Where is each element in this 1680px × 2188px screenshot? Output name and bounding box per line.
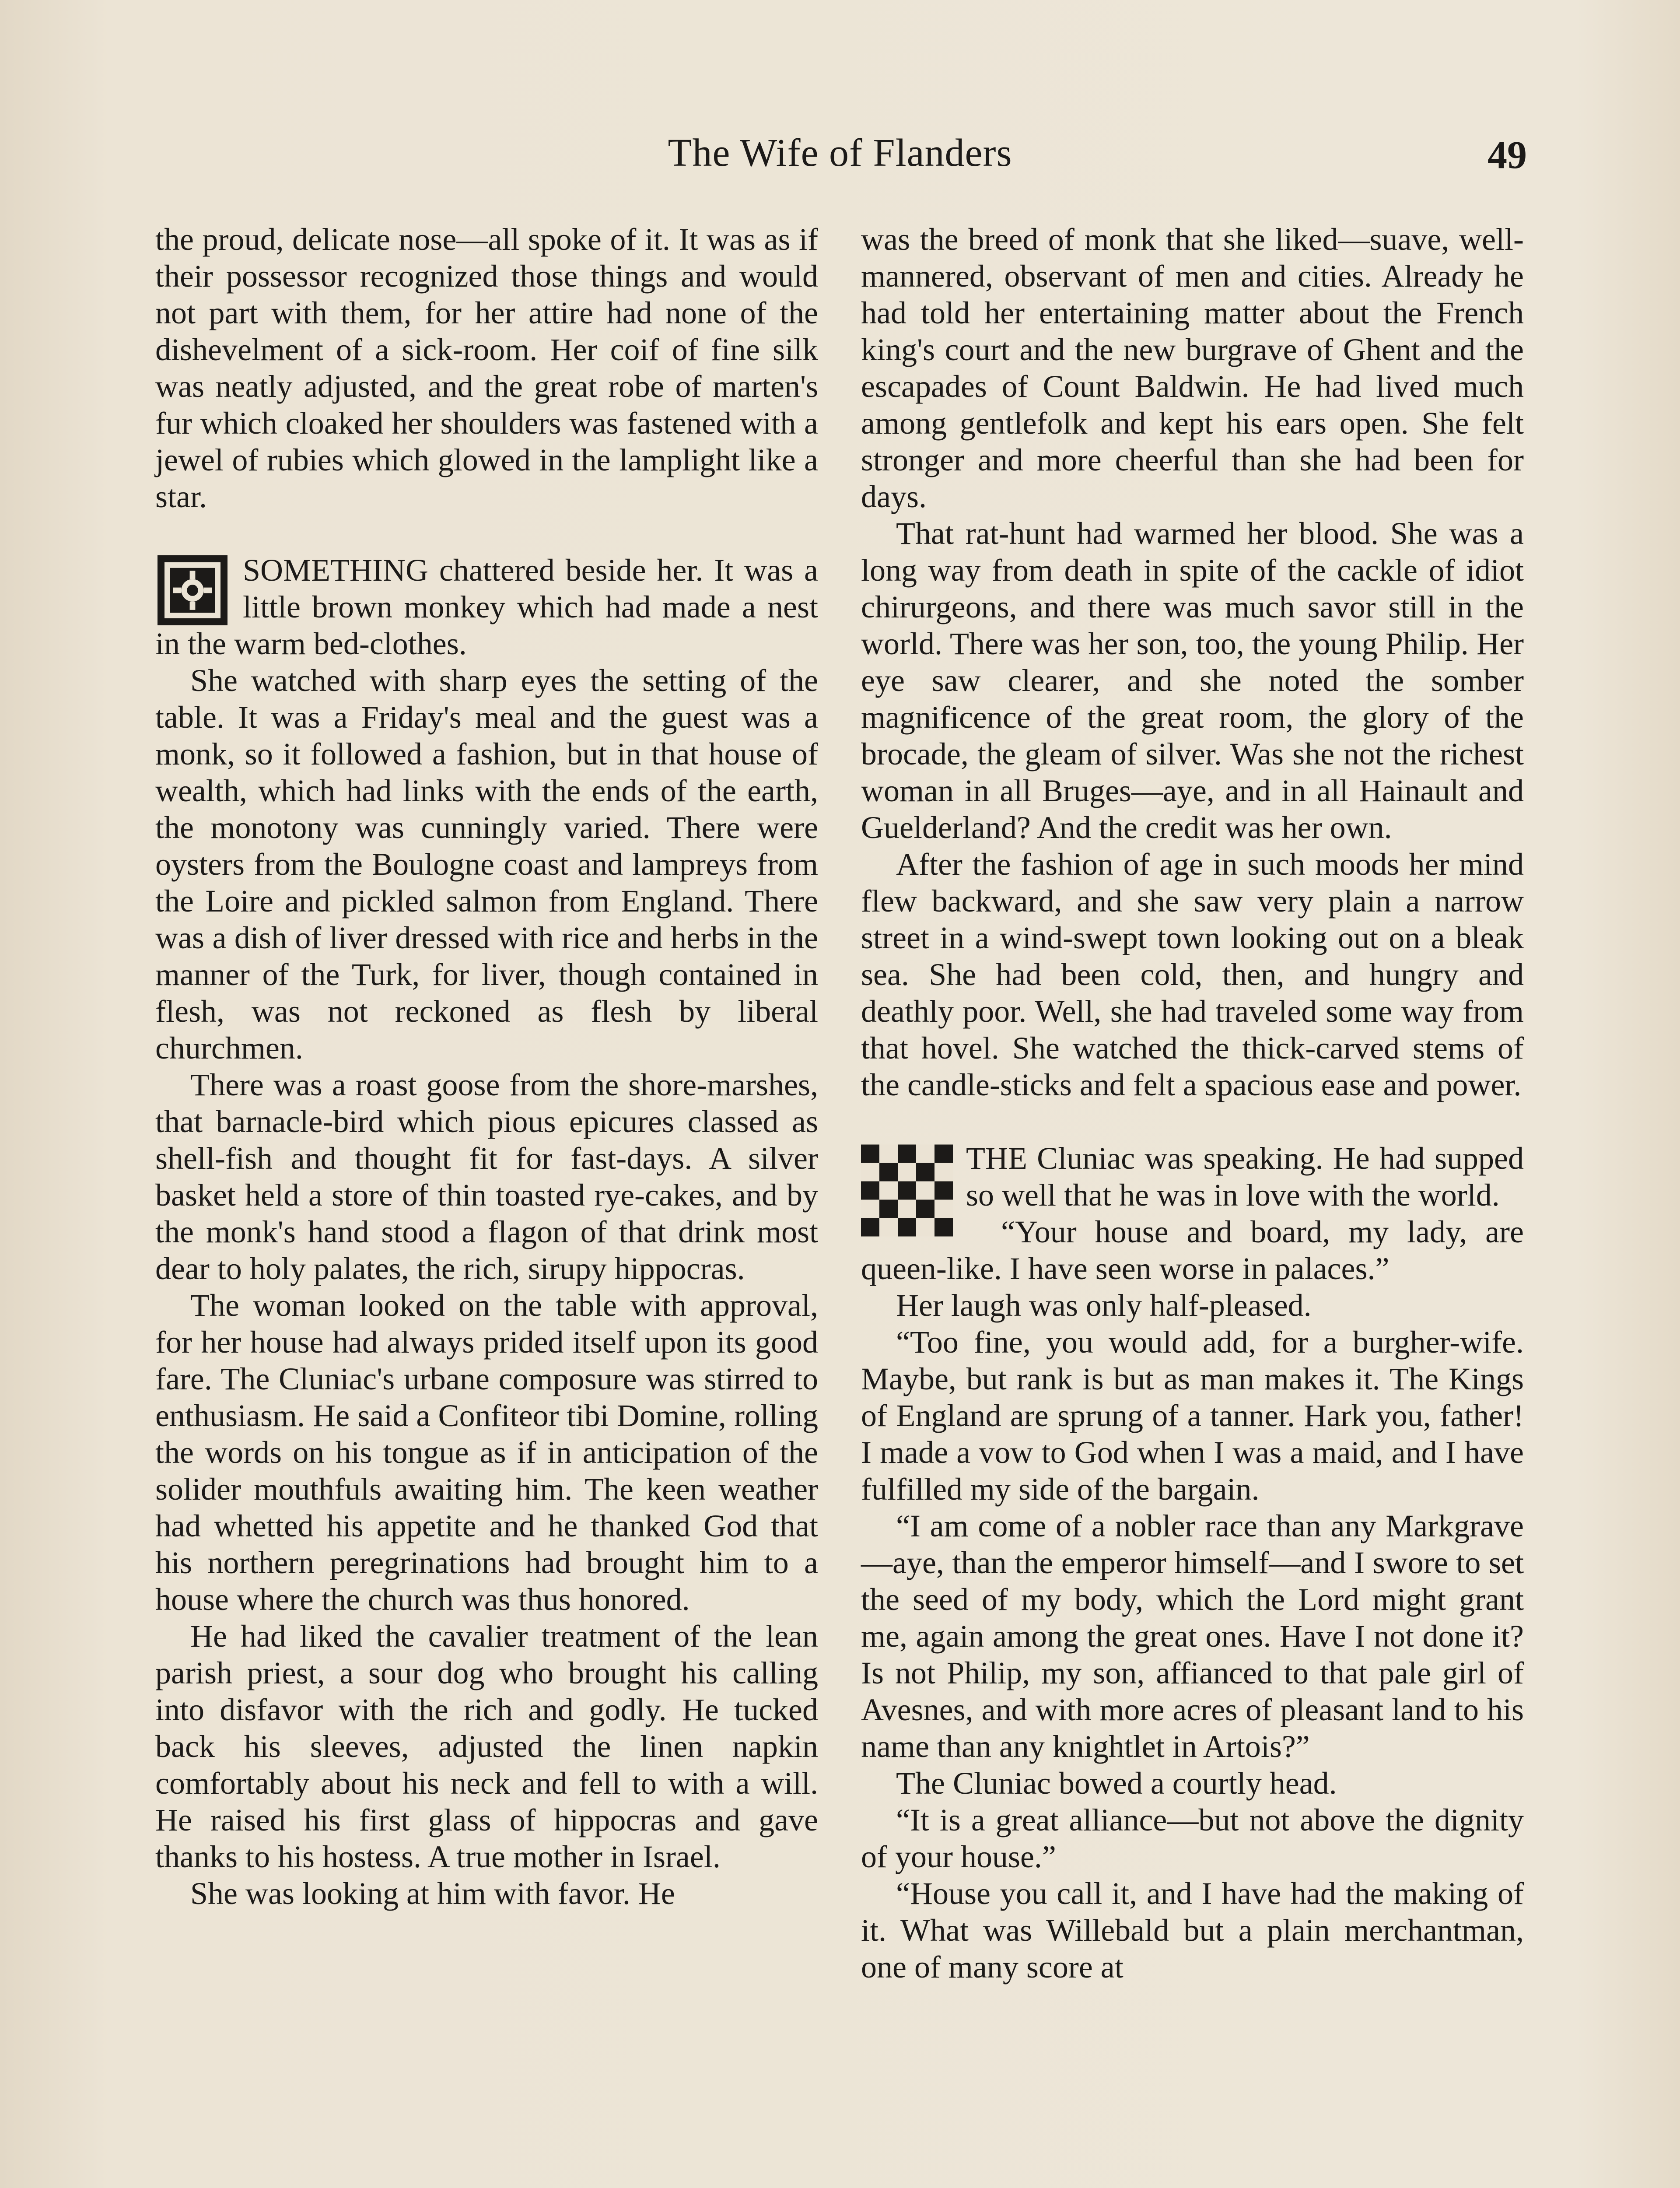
paragraph: She was looking at him with favor. He <box>190 1876 675 1911</box>
ornamental-dropcap-icon <box>155 555 230 625</box>
left-column <box>155 221 818 1912</box>
paragraph: “I am come of a nobler race than any Markgrave—aye, than the emperor himself—and I swore to set the seed of my body, which the Lord might grant me, again among the great ones. Have I not done it? Is not Philip, my son, affianced to that pale girl of Avesnes, and with more acres of pleasant land to his name than any knightlet in Artois?” <box>861 1508 1524 1764</box>
paragraph: the proud, delicate nose—all spoke of it. It was as if their possessor recognized those things and would not part with them, for her attire had none of the dishevelment of a sick-room. Her coif of fine silk was neatly adjusted, and the great robe of marten's fur which cloaked her shoulders was fastened with a jewel of rubies which glowed in the lamplight like a star. <box>155 222 818 514</box>
section-opening-paragraph <box>861 1140 1524 1213</box>
paragraph: “Too fine, you would add, for a burgher-wife. Maybe, but rank is but as man makes it. The Kings of England are sprung of a tanner. Hark you, father! I made a vow to God when I was a maid, and I have fulfilled my side of the bargain. <box>861 1325 1524 1507</box>
paragraph: Her laugh was only half-pleased. <box>896 1288 1312 1323</box>
paragraph: “It is a great alliance—but not above the dignity of your house.” <box>861 1802 1524 1874</box>
checkered-dropcap-icon <box>861 1143 953 1238</box>
paragraph: She watched with sharp eyes the setting of the table. It was a Friday's meal and the guest was a monk, so it followed a fashion, but in that house of wealth, which had links with the ends of the earth, the monotony was cunningly varied. There were oysters from the Boulogne coast and lampreys from the Loire and pickled salmon from England. There was a dish of liver dressed with rice and herbs in the manner of the Turk, for liver, though contained in flesh, was not reckoned as flesh by liberal churchmen. <box>155 663 818 1066</box>
paragraph: After the fashion of age in such moods her mind flew backward, and she saw very plain a narrow street in a wind-swept town looking out on a bleak sea. She had been cold, then, and hungry and deathly poor. Well, she had traveled some way from that hovel. She watched the thick-carved stems of the candle-sticks and felt a spacious ease and power. <box>861 847 1524 1102</box>
section-opening-paragraph <box>155 552 818 662</box>
paragraph-text: THE Cluniac was speaking. He had supped so well that he was in love with the world. <box>966 1141 1524 1213</box>
paragraph: was the breed of monk that she liked—suave, well-mannered, observant of men and cities. Already he had told her entertaining matter about the French king's court and the new burgrave of Ghent and the escapades of Count Baldwin. He had lived much among gentlefolk and kept his ears open. She felt stronger and more cheerful than she had been for days. <box>861 222 1524 514</box>
paragraph-text: SOMETHING chattered beside her. It was a little brown monkey which had made a nest in the warm bed-clothes. <box>155 553 818 661</box>
paragraph: The Cluniac bowed a courtly head. <box>896 1766 1337 1801</box>
paragraph: The woman looked on the table with approval, for her house had always prided itself upon its good fare. The Cluniac's urbane composure was stirred to enthusiasm. He said a Confiteor tibi Domine, rolling the words on his tongue as if in anticipation of the solider mouthfuls awaiting him. The keen weather had whetted his appetite and he thanked God that his northern peregrinations had brought him to a house where the church was thus honored. <box>155 1288 818 1617</box>
paragraph: “Your house and board, my lady, are queen-like. I have seen worse in palaces.” <box>861 1214 1524 1286</box>
paragraph: He had liked the cavalier treatment of the lean parish priest, a sour dog who brought his calling into disfavor with the rich and godly. He tucked back his sleeves, adjusted the linen napkin comfortably about his neck and fell to with a will. He raised his first glass of hippocras and gave thanks to his hostess. A true mother in Israel. <box>155 1619 818 1874</box>
paragraph: “House you call it, and I have had the making of it. What was Willebald but a plain merchantman, one of many score at <box>861 1876 1524 1985</box>
page-number: 49 <box>1488 133 1527 177</box>
running-head <box>153 127 1527 188</box>
paragraph: That rat-hunt had warmed her blood. She was a long way from death in spite of the cackle of idiot chirurgeons, and there was much savor still in the world. There was her son, too, the young Philip. Her eye saw clearer, and she noted the somber magnificence of the great room, the glory of the brocade, the gleam of silver. Was she not the richest woman in all Bruges—aye, and in all Hainault and Guelderland? And the credit was her own. <box>861 516 1524 845</box>
paragraph: There was a roast goose from the shore-marshes, that barnacle-bird which pious epicures classed as shell-fish and thought fit for fast-days. A silver basket held a store of thin toasted rye-cakes, and by the monk's hand stood a flagon of that drink most dear to holy palates, the rich, sirupy hippocras. <box>155 1067 818 1286</box>
running-title: The Wife of Flanders <box>668 131 1012 175</box>
right-column <box>861 221 1524 1985</box>
